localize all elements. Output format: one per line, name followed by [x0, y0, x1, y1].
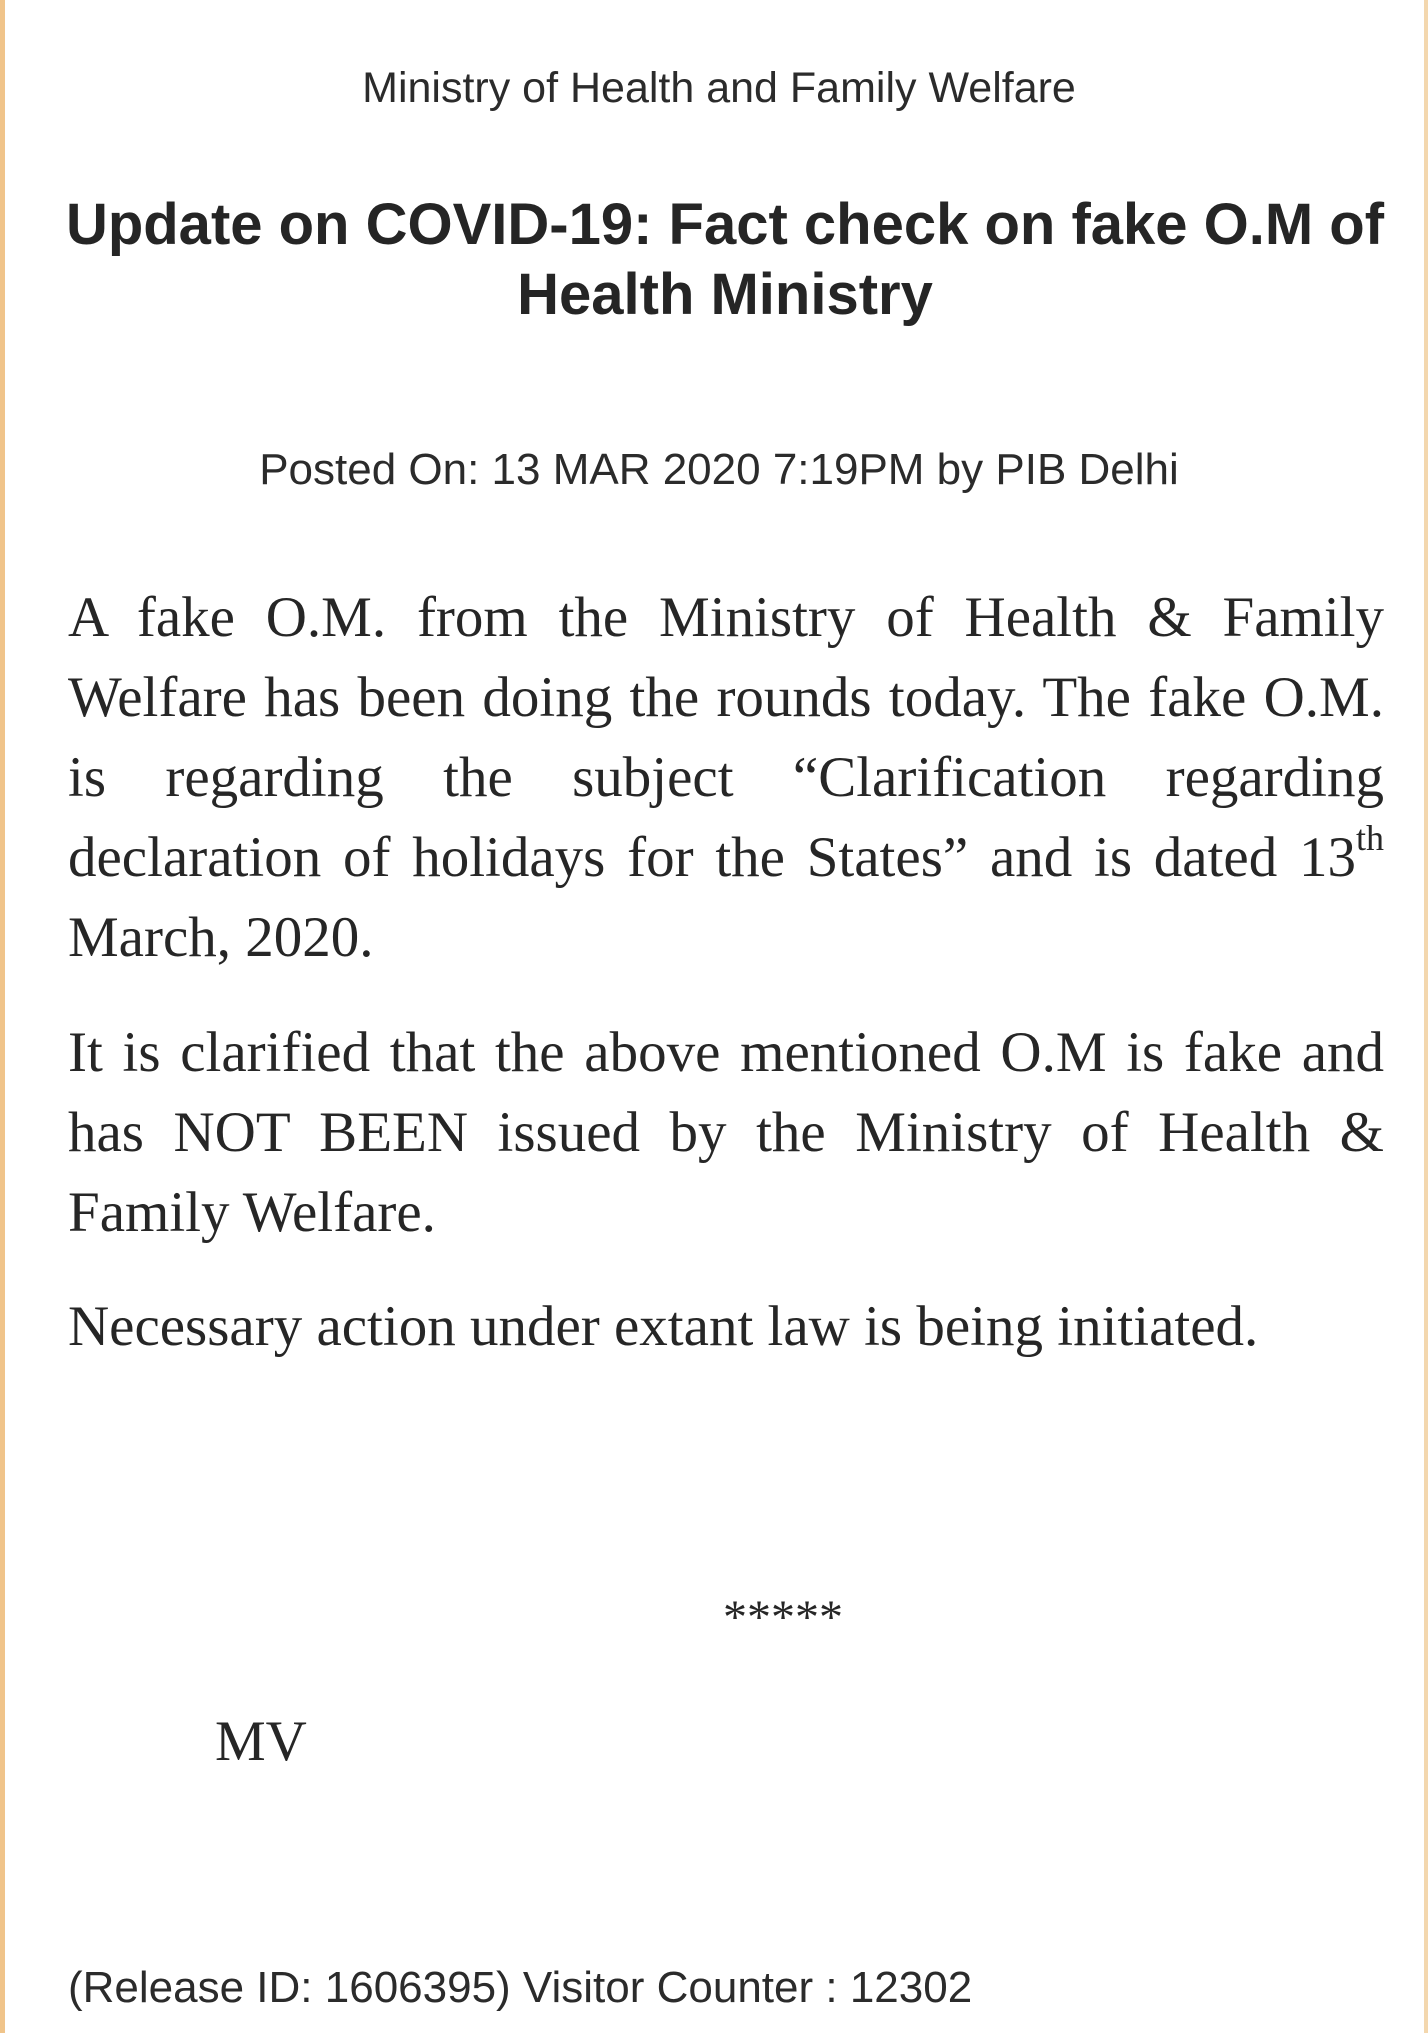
signoff-initials: MV — [215, 1710, 307, 1773]
paragraph-1-end: March, 2020. — [68, 906, 374, 969]
release-footer: (Release ID: 1606395) Visitor Counter : 12302 — [68, 1963, 973, 2012]
paragraph-3: Necessary action under extant law is being initiated. — [68, 1295, 1259, 1358]
ordinal-suffix: th — [1355, 818, 1384, 858]
paragraph-1 — [68, 578, 1384, 978]
page-title: Update on COVID-19: Fact check on fake O.M of Health Ministry — [65, 192, 1385, 327]
paragraph-1-text: A fake O.M. from the Ministry of Health & Family Welfare has been doing the rounds today. The fake O.M. is regarding the subject “Clarification regarding declaration of holidays for the States” and is dated 13 — [68, 586, 1384, 889]
separator-stars: ***** — [723, 1591, 843, 1644]
posted-date: Posted On: 13 MAR 2020 7:19PM by PIB Delhi — [259, 445, 1179, 494]
paragraph-2: It is clarified that the above mentioned O.M is fake and has NOT BEEN issued by the Ministry of Health & Family Welfare. — [68, 1021, 1384, 1244]
ministry-name: Ministry of Health and Family Welfare — [362, 64, 1076, 112]
